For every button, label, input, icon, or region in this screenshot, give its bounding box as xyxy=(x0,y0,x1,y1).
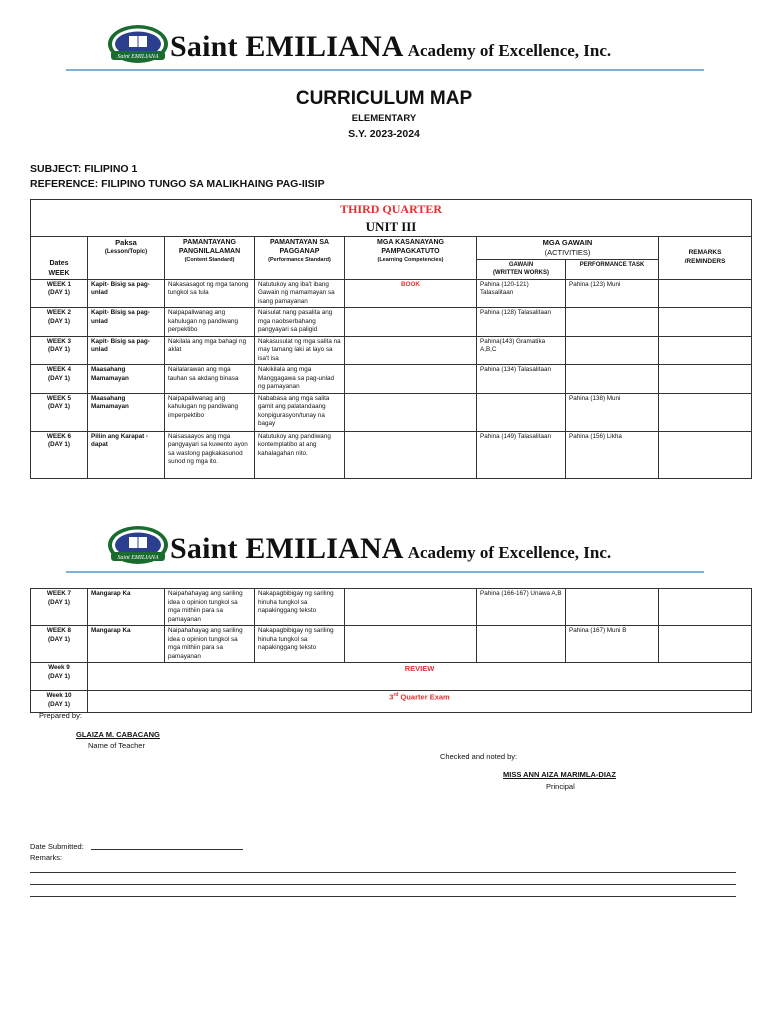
page-title: CURRICULUM MAP xyxy=(295,88,473,109)
school-name xyxy=(170,30,611,64)
col-written-works: GAWAIN (WRITTEN WORKS) xyxy=(477,259,566,279)
principal-role: Principal xyxy=(546,782,575,791)
table-row: WEEK 6 (DAY 1) Piliin ang Karapat - dapat Naisasaayos ang mga pangyayari sa kuwento ayon sa wastong pagkakasunod sunod ng mga ito. Natutukoy ang pandiwang kontemplatibo at ang kahalagahan nito. Pahina (149) Talasalitaan Pahina (156) Likha xyxy=(31,431,752,478)
col-content-standard: PAMANTAYANG PANGNILALAMAN (Content Standard) xyxy=(165,236,255,279)
prepared-by-label: Prepared by: xyxy=(39,711,82,720)
remarks-line-3 xyxy=(30,896,736,897)
remarks-line-1 xyxy=(30,872,736,873)
col-paksa: Paksa (Lesson/Topic) xyxy=(88,236,165,279)
table-row: WEEK 7 (DAY 1) Mangarap Ka Naipahahayag ang sariling idea o opinion tungkol sa mga mithiin para sa pamayanan Nakapagbibigay ng sariling hinuha tungkol sa napakinggang teksto Pahina (166-167) Unawa A,B xyxy=(31,589,752,626)
school-name-main-2: Saint EMILIANA xyxy=(170,532,404,565)
school-logo xyxy=(107,24,169,64)
quarter-title: THIRD QUARTER xyxy=(31,200,752,219)
curriculum-table-1 xyxy=(30,199,752,479)
remarks-line-2 xyxy=(30,884,736,885)
teacher-name: GLAIZA M. CABACANG xyxy=(76,730,160,739)
col-performance-standard: PAMANTAYAN SA PAGGANAP (Performance Standard) xyxy=(255,236,345,279)
unit-title: UNIT III xyxy=(31,218,752,236)
exam-label: 3rd Quarter Exam xyxy=(88,691,752,713)
table-row: WEEK 8 (DAY 1) Mangarap Ka Naipahahayag ang sariling idea o opinion tungkol sa mga mithiin para sa pamayanan Nakapagbibigay ng sariling hinuha tungkol sa napakinggang teksto Pahina (167) Muni B xyxy=(31,626,752,663)
school-name-2 xyxy=(170,532,611,566)
school-name-main: Saint EMILIANA xyxy=(170,30,404,63)
level-label: ELEMENTARY xyxy=(351,113,417,124)
date-submitted-line xyxy=(91,849,243,850)
checked-by-label: Checked and noted by: xyxy=(440,752,518,761)
table-row: Week 9 (DAY 1) REVIEW xyxy=(31,663,752,691)
header-divider xyxy=(66,69,704,71)
header-divider-2 xyxy=(66,571,704,573)
table-row: WEEK 1 (DAY 1) Kapit- Bisig sa pag-unlad Nakasasagot ng mga tanong tungkol sa tula Natutukoy ang iba't ibang Gawain ng mamamayan sa isang pamayanan BOOK Pahina (120-121) Talasalitaan Pahina (123) Muni xyxy=(31,279,752,308)
col-remarks: REMARKS /REMINDERS xyxy=(659,236,752,279)
subject-label: SUBJECT: FILIPINO 1 xyxy=(30,163,138,175)
date-submitted-label: Date Submitted: xyxy=(30,842,84,851)
table-row: WEEK 4 (DAY 1) Maasahang Mamamayan Nailalarawan ang mga tauhan sa akdang binasa Nakikilala ang mga Manggagawa sa pag-unlad ng pamayanan Pahina (134) Talasalitaan xyxy=(31,365,752,394)
principal-name: MISS ANN AIZA MARIMLA-DIAZ xyxy=(503,770,616,779)
col-activities: MGA GAWAIN (ACTIVITIES) xyxy=(477,236,659,259)
school-logo-2 xyxy=(107,525,169,565)
svg-text:Saint EMILIANA: Saint EMILIANA xyxy=(117,54,159,60)
school-name-rest: Academy of Excellence, Inc. xyxy=(407,41,612,60)
curriculum-table-2 xyxy=(30,588,752,713)
school-year: S.Y. 2023-2024 xyxy=(348,128,420,140)
remarks-label: Remarks: xyxy=(30,853,63,862)
col-performance-task: PERFORMANCE TASK xyxy=(566,259,659,279)
table-row: WEEK 3 (DAY 1) Kapit- Bisig sa pag-unlad Nakilala ang mga bahagi ng aklat Nakasusulat ng mga salita na may tamang laki at layo sa isa't isa Pahina(143) Gramatika A,B,C xyxy=(31,336,752,365)
table-row: WEEK 5 (DAY 1) Maasahang Mamamayan Naipapaliwanag ang kahulugan ng pandiwang imperpektibo Nababasa ang mga salita gamit ang palatandaang konpigurasyon/tunay na bagay Pahina (138) Muni xyxy=(31,393,752,431)
table-row: WEEK 2 (DAY 1) Kapit- Bisig sa pag-unlad Naipapaliwanag ang kahulugan ng pandiwang perpektibo Naisulat nang pasalita ang mga naobserbahang pangyayari sa paligid Pahina (128) Talasalitaan xyxy=(31,308,752,337)
table-row: Week 10 (DAY 1) 3rd Quarter Exam xyxy=(31,691,752,713)
col-dates: Dates WEEK xyxy=(31,236,88,279)
col-competencies: MGA KASANAYANG PAMPAGKATUTO (Learning Competencies) xyxy=(345,236,477,279)
school-name-rest-2: Academy of Excellence, Inc. xyxy=(407,543,612,562)
svg-text:Saint EMILIANA: Saint EMILIANA xyxy=(117,555,159,561)
review-label: REVIEW xyxy=(88,663,752,691)
reference-label: REFERENCE: FILIPINO TUNGO SA MALIKHAING PAG-IISIP xyxy=(30,178,325,190)
teacher-role: Name of Teacher xyxy=(88,741,145,750)
